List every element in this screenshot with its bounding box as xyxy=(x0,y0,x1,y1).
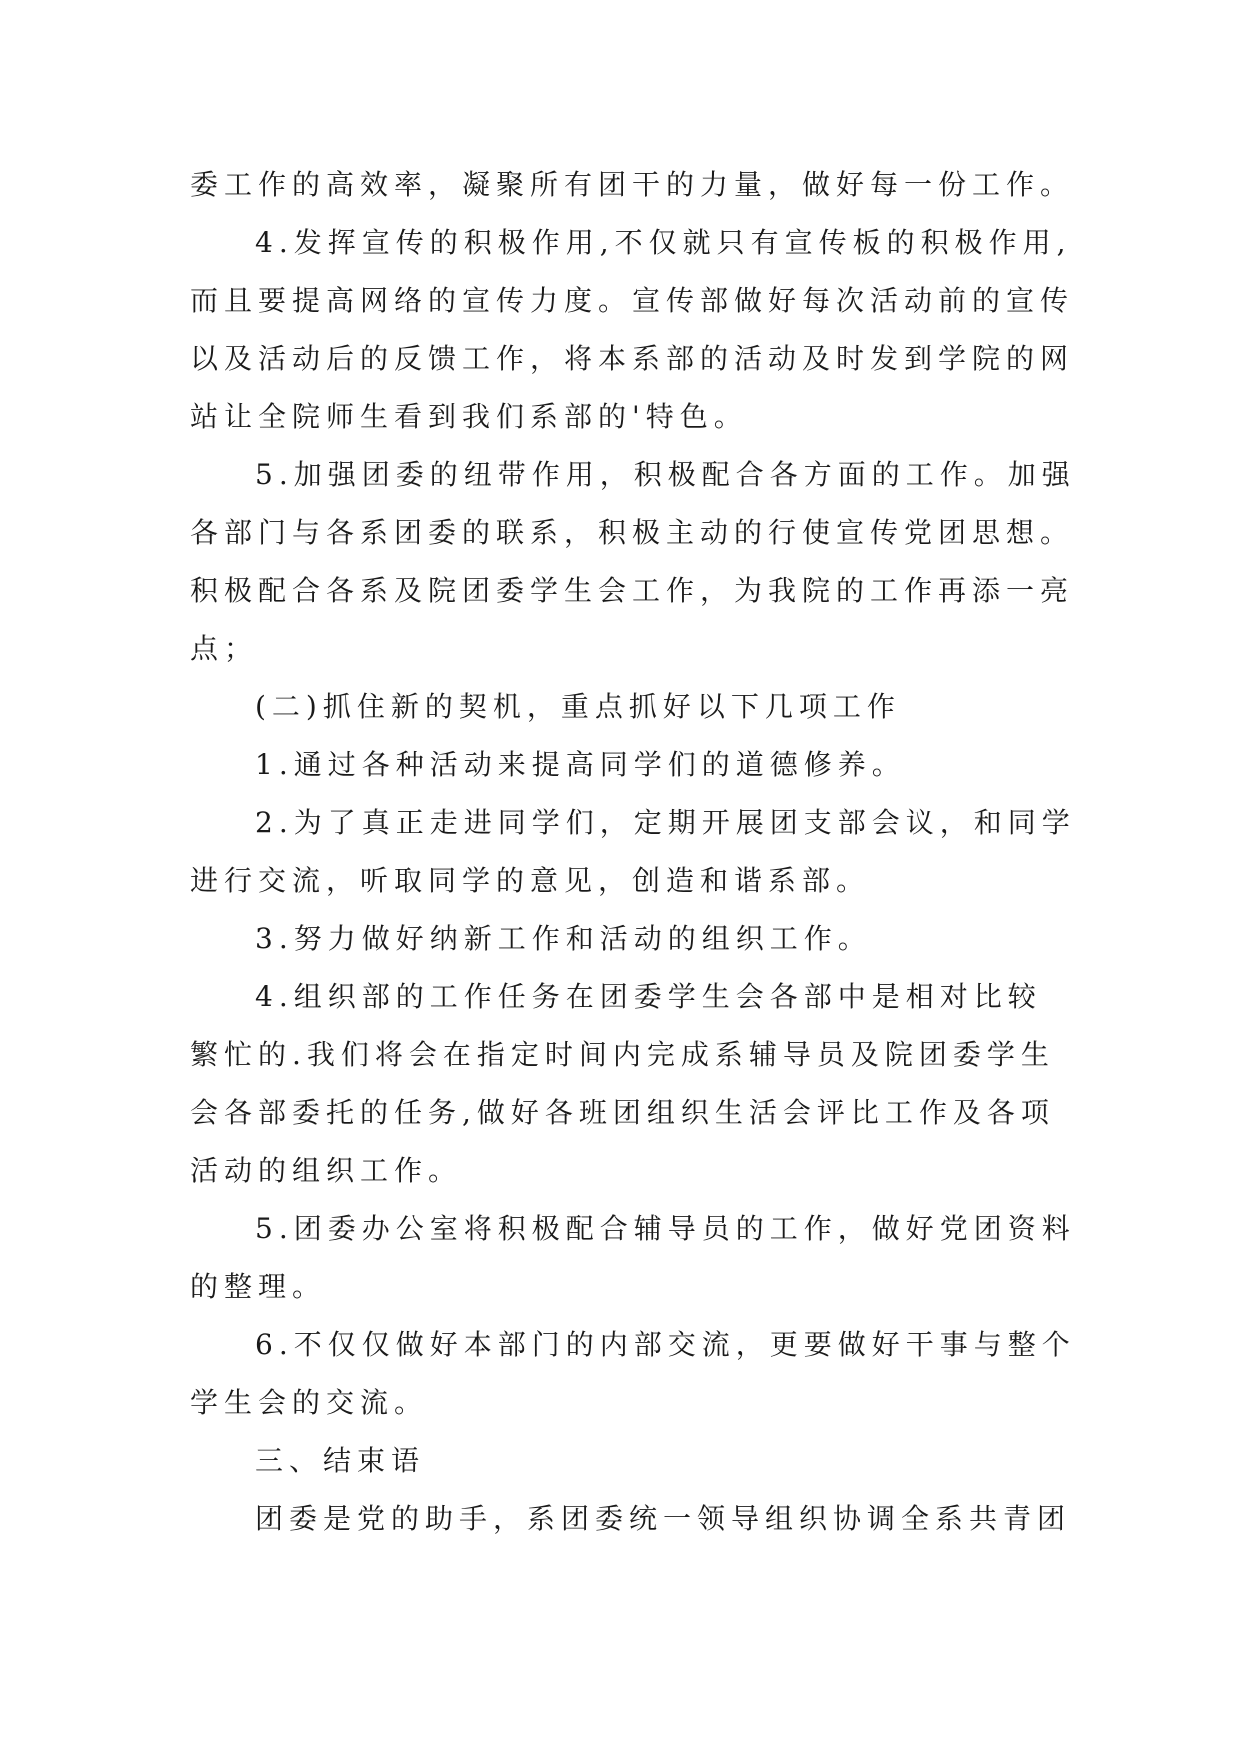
text-line: 点； xyxy=(190,632,259,665)
text-line: 的整理。 xyxy=(190,1270,327,1303)
text-line: 1.通过各种活动来提高同学们的道德修养。 xyxy=(255,748,906,781)
text-line: 以及活动后的反馈工作，将本系部的活动及时发到学院的网 xyxy=(190,342,1075,375)
text-line: 委工作的高效率，凝聚所有团干的力量，做好每一份工作。 xyxy=(190,168,1075,201)
text-line: 站让全院师生看到我们系部的'特色。 xyxy=(190,400,748,433)
text-line: 4.组织部的工作任务在团委学生会各部中是相对比较 xyxy=(255,980,1042,1013)
text-line: 4.发挥宣传的积极作用,不仅就只有宣传板的积极作用, xyxy=(255,226,1072,259)
text-line: 团委是党的助手，系团委统一领导组织协调全系共青团 xyxy=(255,1502,1072,1535)
text-line: 积极配合各系及院团委学生会工作，为我院的工作再添一亮 xyxy=(190,574,1075,607)
text-line: 学生会的交流。 xyxy=(190,1386,429,1419)
text-line: 各部门与各系团委的联系，积极主动的行使宣传党团思想。 xyxy=(190,516,1075,549)
section-heading: (二)抓住新的契机，重点抓好以下几项工作 xyxy=(255,690,901,723)
text-line: 会各部委托的任务,做好各班团组织生活会评比工作及各项 xyxy=(190,1096,1055,1129)
text-line: 6.不仅仅做好本部门的内部交流，更要做好干事与整个 xyxy=(255,1328,1076,1361)
text-line: 2.为了真正走进同学们，定期开展团支部会议，和同学 xyxy=(255,806,1076,839)
text-line: 而且要提高网络的宣传力度。宣传部做好每次活动前的宣传 xyxy=(190,284,1075,317)
text-line: 5.加强团委的纽带作用，积极配合各方面的工作。加强 xyxy=(255,458,1076,491)
text-line: 繁忙的.我们将会在指定时间内完成系辅导员及院团委学生 xyxy=(190,1038,1055,1071)
text-line: 进行交流，听取同学的意见，创造和谐系部。 xyxy=(190,864,871,897)
text-line: 3.努力做好纳新工作和活动的组织工作。 xyxy=(255,922,872,955)
section-heading: 三、结束语 xyxy=(255,1444,426,1477)
text-line: 5.团委办公室将积极配合辅导员的工作，做好党团资料 xyxy=(255,1212,1076,1245)
text-line: 活动的组织工作。 xyxy=(190,1154,463,1187)
